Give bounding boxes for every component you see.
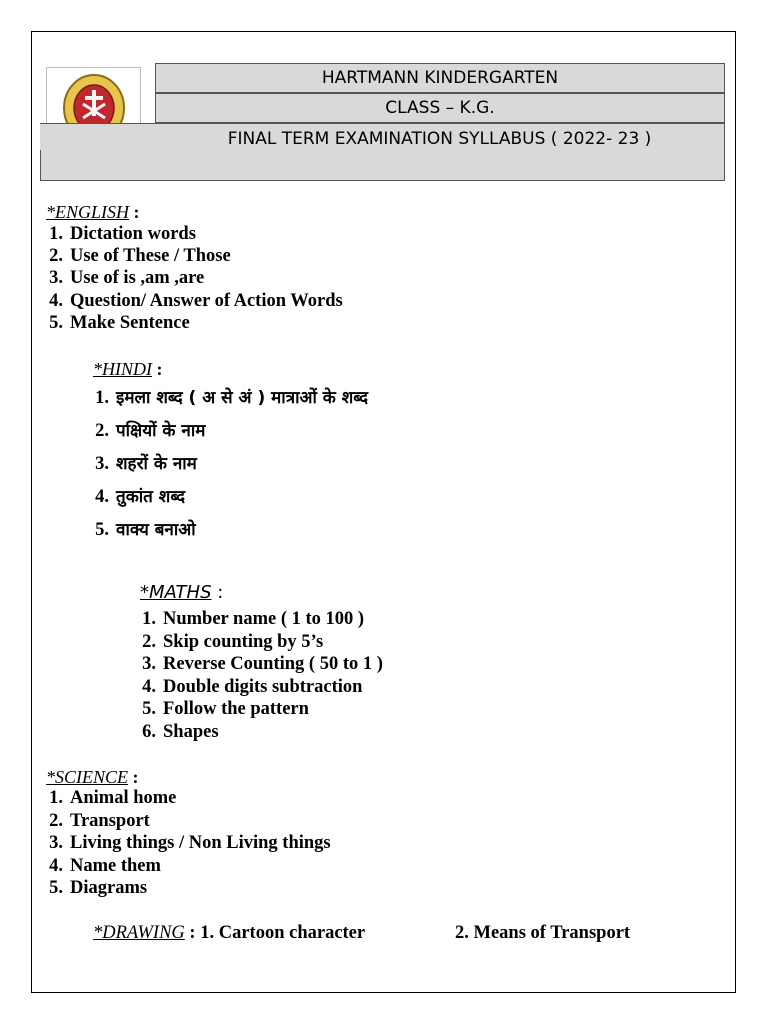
english-title: *ENGLISH [46,202,130,222]
list-item: 3. Use of is ,am ,are [49,268,205,288]
list-item: 4. Question/ Answer of Action Words [49,291,343,311]
list-item: 4. Double digits subtraction [142,677,363,697]
class-title: CLASS – K.G. [155,93,725,123]
school-name: HARTMANN KINDERGARTEN [155,63,725,93]
drawing-item-1: : 1. Cartoon character [184,923,366,943]
drawing-heading [93,923,365,944]
list-item: 4. तुकांत शब्द [95,487,186,507]
english-heading [46,202,140,223]
list-item: 1. Dictation words [49,224,196,244]
list-item: 1. Number name ( 1 to 100 ) [142,609,365,629]
list-item: 2. Skip counting by 5’s [142,632,324,652]
list-item: 5. Make Sentence [49,313,190,333]
hindi-heading [93,359,163,380]
drawing-title: *DRAWING [93,923,185,943]
science-title: *SCIENCE [46,767,129,787]
list-item: 5. वाक्य बनाओ [95,520,196,540]
header-divider [40,150,41,181]
list-item: 5. Diagrams [49,878,148,898]
hindi-colon: : [152,359,163,379]
list-item: 2. Transport [49,811,150,831]
exam-title: FINAL TERM EXAMINATION SYLLABUS ( 2022- 23 ) [40,123,725,181]
list-item: 2. पक्षियों के नाम [95,421,206,441]
hindi-title: *HINDI [93,359,152,379]
list-item: 2. Use of These / Those [49,246,231,266]
list-item: 3. शहरों के नाम [95,454,197,474]
list-item: 3. Living things / Non Living things [49,833,331,853]
science-heading [46,767,139,788]
drawing-item-2: 2. Means of Transport [455,923,631,943]
list-item: 1. Animal home [49,788,177,808]
list-item: 6. Shapes [142,722,219,742]
list-item: 1. इमला शब्द ( अ से अं ) मात्राओं के शब्द [95,388,368,408]
maths-heading [140,582,223,603]
list-item: 5. Follow the pattern [142,699,309,719]
list-item: 3. Reverse Counting ( 50 to 1 ) [142,654,383,674]
list-item: 4. Name them [49,856,161,876]
science-colon: : [128,767,139,787]
maths-title: *MATHS [140,582,212,603]
english-colon: : [129,202,140,222]
maths-colon: : [211,582,224,603]
